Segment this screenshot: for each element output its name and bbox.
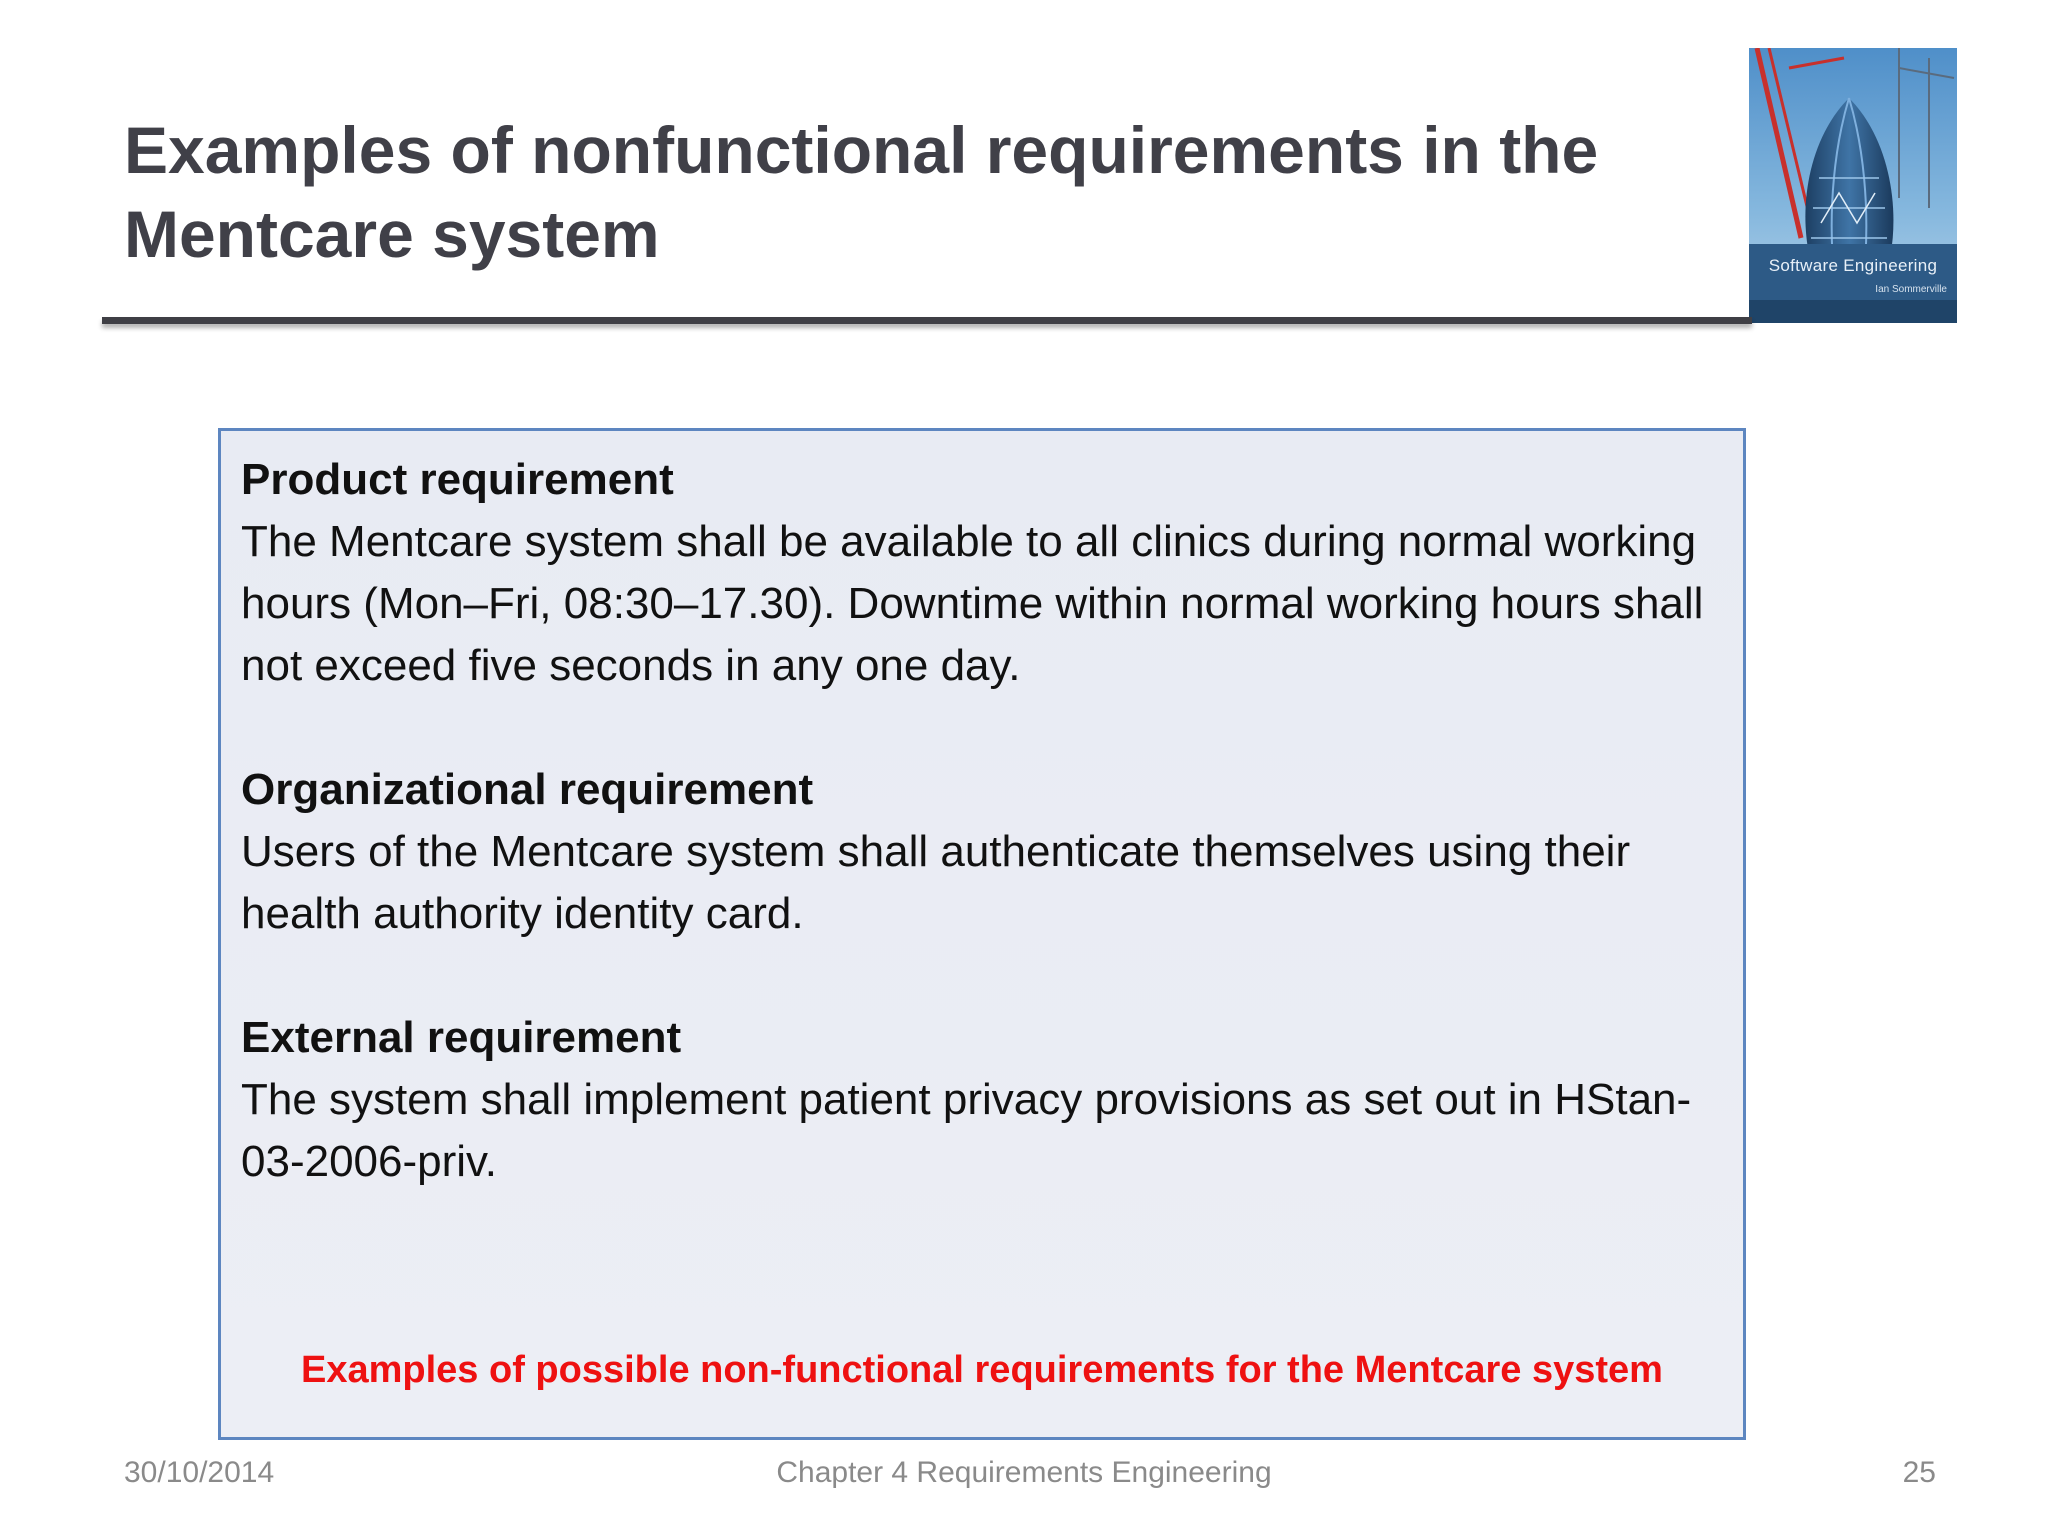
slide-title: Examples of nonfunctional requirements in the Mentcare system <box>124 113 1599 271</box>
book-cover-image <box>1749 48 1957 323</box>
requirement-heading: Organizational requirement <box>241 765 814 814</box>
figure-caption: Examples of possible non-functional requirements for the Mentcare system <box>301 1349 1663 1391</box>
requirement-organizational <box>241 759 1721 945</box>
book-cover-author: Ian Sommerville <box>1875 284 1947 295</box>
footer-page-number: 25 <box>1902 1456 1936 1489</box>
requirement-text: The Mentcare system shall be available to all clinics during normal working hours (Mon–Fri, 08:30–17.30). Downtime within normal working hours shall not exceed five seconds in any one day. <box>241 517 1704 690</box>
book-cover-illustration <box>1749 48 1957 323</box>
requirement-heading: Product requirement <box>241 455 674 504</box>
title-divider <box>102 317 1752 324</box>
footer-chapter: Chapter 4 Requirements Engineering <box>776 1456 1272 1489</box>
requirement-text: The system shall implement patient privacy provisions as set out in HStan-03-2006-priv. <box>241 1075 1692 1186</box>
footer-date: 30/10/2014 <box>124 1456 275 1489</box>
requirements-box <box>218 428 1746 1440</box>
book-cover-title: Software Engineering <box>1768 256 1938 275</box>
requirement-heading: External requirement <box>241 1013 682 1062</box>
requirement-text: Users of the Mentcare system shall authenticate themselves using their health authority identity card. <box>241 827 1631 938</box>
requirement-external <box>241 1007 1721 1193</box>
requirement-product <box>241 449 1721 697</box>
